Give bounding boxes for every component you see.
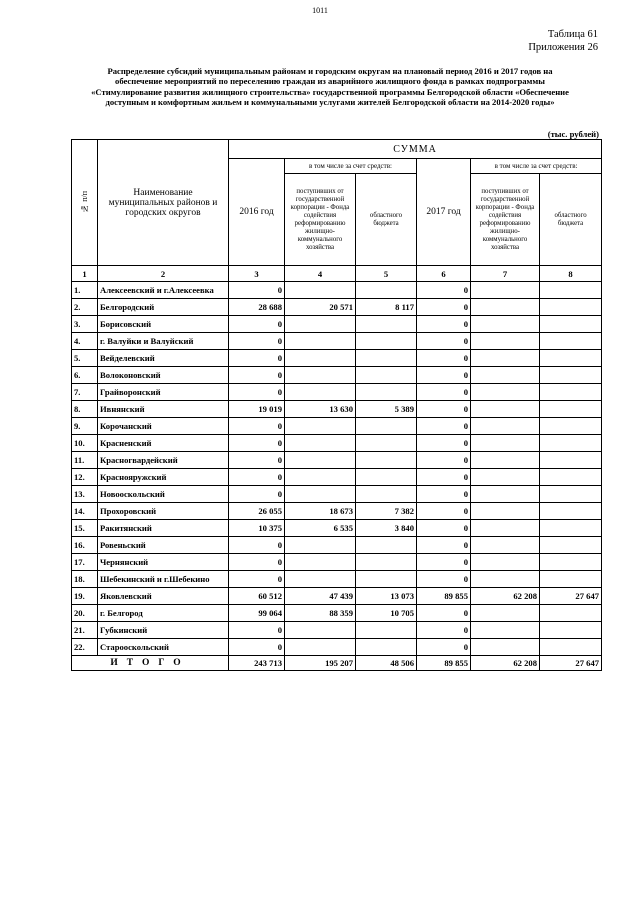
total-row [72, 656, 602, 671]
table-number: Таблица 61 [547, 29, 598, 40]
header-fund-2017: поступивших от государственной корпорации - Фонда содействия реформированию жилищно-коммунального хозяйства [471, 174, 540, 266]
table-body [72, 282, 602, 656]
row-regional-2016 [356, 418, 417, 435]
row-number: 19. [72, 588, 98, 605]
row-regional-2016 [356, 469, 417, 486]
row-name: Красногвардейский [98, 452, 229, 469]
row-fund-2016: 88 359 [285, 605, 356, 622]
row-name: Яковлевский [98, 588, 229, 605]
title-line: Распределение субсидий муниципальным районам и городским округам на плановый период 2016 и 2017 годов на [107, 66, 553, 76]
row-2017: 0 [417, 486, 471, 503]
row-name: Прохоровский [98, 503, 229, 520]
row-regional-2016 [356, 367, 417, 384]
row-regional-2017 [540, 333, 602, 350]
header-including-2017: в том числе за счет средств: [471, 159, 602, 174]
row-fund-2016 [285, 435, 356, 452]
row-fund-2017: 62 208 [471, 588, 540, 605]
row-regional-2016 [356, 622, 417, 639]
row-2017: 0 [417, 452, 471, 469]
subsidy-table [71, 139, 602, 671]
row-name: Красненский [98, 435, 229, 452]
header-name: Наименование муниципальных районов и городских округов [98, 140, 229, 266]
row-2017: 0 [417, 537, 471, 554]
row-regional-2016: 13 073 [356, 588, 417, 605]
row-name: Краснояружский [98, 469, 229, 486]
row-number: 6. [72, 367, 98, 384]
row-name: Шебекинский и г.Шебекино [98, 571, 229, 588]
row-fund-2017 [471, 401, 540, 418]
row-2016: 0 [229, 537, 285, 554]
row-regional-2017 [540, 622, 602, 639]
table-row [72, 486, 602, 503]
row-number: 10. [72, 435, 98, 452]
row-fund-2016 [285, 367, 356, 384]
row-2017: 0 [417, 622, 471, 639]
document-title [60, 66, 600, 107]
row-2016: 60 512 [229, 588, 285, 605]
row-name: Волоконовский [98, 367, 229, 384]
row-regional-2017 [540, 401, 602, 418]
row-regional-2016 [356, 316, 417, 333]
row-fund-2016 [285, 316, 356, 333]
row-regional-2016 [356, 639, 417, 656]
row-2017: 0 [417, 520, 471, 537]
row-regional-2016: 5 389 [356, 401, 417, 418]
row-2016: 0 [229, 639, 285, 656]
table-row [72, 435, 602, 452]
row-name: Борисовский [98, 316, 229, 333]
row-number: 4. [72, 333, 98, 350]
row-name: Ивнянский [98, 401, 229, 418]
row-2016: 0 [229, 435, 285, 452]
row-regional-2016: 3 840 [356, 520, 417, 537]
row-fund-2017 [471, 316, 540, 333]
row-2016: 0 [229, 571, 285, 588]
row-fund-2017 [471, 622, 540, 639]
column-number: 7 [471, 266, 540, 282]
row-number: 16. [72, 537, 98, 554]
row-regional-2017 [540, 554, 602, 571]
row-fund-2016 [285, 452, 356, 469]
header-num: № п/п [72, 140, 98, 266]
row-name: Чернянский [98, 554, 229, 571]
row-fund-2017 [471, 537, 540, 554]
row-2017: 0 [417, 316, 471, 333]
row-regional-2017 [540, 316, 602, 333]
row-2017: 0 [417, 299, 471, 316]
title-line: доступным и комфортным жильем и коммунальными услугами жителей Белгородской области на 2014-2020 годы» [105, 96, 555, 107]
row-2017: 0 [417, 435, 471, 452]
row-2016: 0 [229, 350, 285, 367]
row-number: 5. [72, 350, 98, 367]
table-row [72, 282, 602, 299]
row-fund-2016 [285, 469, 356, 486]
row-name: г. Белгород [98, 605, 229, 622]
title-line: обеспечение мероприятий по переселению граждан из аварийного жилищного фонда в рамках подпрограммы [115, 76, 545, 87]
row-fund-2016 [285, 418, 356, 435]
row-regional-2016: 7 382 [356, 503, 417, 520]
row-number: 22. [72, 639, 98, 656]
row-2016: 0 [229, 418, 285, 435]
column-numbers-row [72, 266, 602, 282]
table-row [72, 554, 602, 571]
table-row [72, 639, 602, 656]
row-2016: 19 019 [229, 401, 285, 418]
table-row [72, 537, 602, 554]
row-name: Ракитянский [98, 520, 229, 537]
row-2016: 0 [229, 316, 285, 333]
row-fund-2017 [471, 503, 540, 520]
row-2016: 0 [229, 452, 285, 469]
row-fund-2016: 13 630 [285, 401, 356, 418]
column-number: 8 [540, 266, 602, 282]
header-sum: СУММА [229, 140, 602, 159]
table-row [72, 452, 602, 469]
row-number: 21. [72, 622, 98, 639]
row-fund-2016 [285, 537, 356, 554]
row-number: 15. [72, 520, 98, 537]
row-number: 20. [72, 605, 98, 622]
column-number: 4 [285, 266, 356, 282]
row-name: Ровеньский [98, 537, 229, 554]
header-2017: 2017 год [417, 159, 471, 266]
total-2017: 89 855 [417, 656, 471, 671]
table-row [72, 367, 602, 384]
row-name: Старооскольский [98, 639, 229, 656]
row-2017: 0 [417, 605, 471, 622]
row-regional-2017 [540, 418, 602, 435]
total-regional-2016: 48 506 [356, 656, 417, 671]
row-regional-2016 [356, 537, 417, 554]
row-2016: 28 688 [229, 299, 285, 316]
row-regional-2017 [540, 435, 602, 452]
row-fund-2017 [471, 452, 540, 469]
row-2017: 0 [417, 350, 471, 367]
row-2016: 26 055 [229, 503, 285, 520]
row-fund-2017 [471, 333, 540, 350]
row-fund-2016: 47 439 [285, 588, 356, 605]
row-number: 8. [72, 401, 98, 418]
row-number: 9. [72, 418, 98, 435]
total-fund-2016: 195 207 [285, 656, 356, 671]
row-number: 3. [72, 316, 98, 333]
row-name: г. Валуйки и Валуйский [98, 333, 229, 350]
row-fund-2016: 6 535 [285, 520, 356, 537]
row-fund-2016 [285, 486, 356, 503]
table-row [72, 605, 602, 622]
table-row [72, 299, 602, 316]
row-name: Новооскольский [98, 486, 229, 503]
row-fund-2016 [285, 639, 356, 656]
row-fund-2017 [471, 469, 540, 486]
row-fund-2016 [285, 622, 356, 639]
row-regional-2016 [356, 333, 417, 350]
table-row [72, 469, 602, 486]
row-2016: 0 [229, 486, 285, 503]
row-fund-2016 [285, 554, 356, 571]
row-regional-2016 [356, 554, 417, 571]
row-name: Корочанский [98, 418, 229, 435]
row-2017: 0 [417, 503, 471, 520]
row-fund-2017 [471, 571, 540, 588]
row-regional-2017 [540, 520, 602, 537]
row-2017: 0 [417, 367, 471, 384]
row-fund-2017 [471, 350, 540, 367]
units-label: (тыс. рублей) [547, 129, 599, 139]
row-regional-2017 [540, 452, 602, 469]
row-number: 12. [72, 469, 98, 486]
total-2016: 243 713 [229, 656, 285, 671]
row-regional-2016: 8 117 [356, 299, 417, 316]
row-regional-2016 [356, 384, 417, 401]
row-regional-2016 [356, 571, 417, 588]
row-2017: 0 [417, 401, 471, 418]
row-fund-2016 [285, 333, 356, 350]
row-2016: 0 [229, 469, 285, 486]
row-fund-2016: 18 673 [285, 503, 356, 520]
row-2017: 0 [417, 282, 471, 299]
row-number: 1. [72, 282, 98, 299]
row-regional-2016 [356, 452, 417, 469]
header-2016: 2016 год [229, 159, 285, 266]
row-2016: 0 [229, 554, 285, 571]
row-regional-2016 [356, 486, 417, 503]
table-row [72, 503, 602, 520]
row-2016: 0 [229, 384, 285, 401]
row-regional-2017 [540, 299, 602, 316]
row-fund-2016 [285, 282, 356, 299]
row-regional-2017 [540, 282, 602, 299]
column-number: 3 [229, 266, 285, 282]
column-number: 1 [72, 266, 98, 282]
row-fund-2017 [471, 418, 540, 435]
row-fund-2016 [285, 350, 356, 367]
table-row [72, 350, 602, 367]
row-number: 14. [72, 503, 98, 520]
table-row [72, 418, 602, 435]
row-fund-2016 [285, 384, 356, 401]
column-number: 2 [98, 266, 229, 282]
row-2016: 0 [229, 367, 285, 384]
row-fund-2017 [471, 554, 540, 571]
table-row [72, 622, 602, 639]
table-caption [528, 28, 598, 54]
row-name: Грайворонский [98, 384, 229, 401]
row-regional-2017 [540, 469, 602, 486]
table-row [72, 571, 602, 588]
row-2017: 0 [417, 554, 471, 571]
header-fund-2016: поступивших от государственной корпорации - Фонда содействия реформированию жилищно-коммунального хозяйства [285, 174, 356, 266]
row-regional-2017 [540, 571, 602, 588]
row-regional-2017 [540, 384, 602, 401]
row-fund-2017 [471, 299, 540, 316]
row-fund-2017 [471, 384, 540, 401]
row-2016: 99 064 [229, 605, 285, 622]
table-row [72, 384, 602, 401]
column-number: 5 [356, 266, 417, 282]
total-fund-2017: 62 208 [471, 656, 540, 671]
table-row [72, 333, 602, 350]
row-fund-2017 [471, 639, 540, 656]
table-row [72, 520, 602, 537]
row-number: 13. [72, 486, 98, 503]
row-fund-2017 [471, 435, 540, 452]
row-regional-2017: 27 647 [540, 588, 602, 605]
row-regional-2016: 10 705 [356, 605, 417, 622]
row-fund-2017 [471, 486, 540, 503]
column-number: 6 [417, 266, 471, 282]
row-2017: 0 [417, 333, 471, 350]
row-regional-2016 [356, 282, 417, 299]
title-line: «Стимулирование развития жилищного строительства» государственной программы Белгородской области «Обеспечение [91, 86, 569, 97]
row-regional-2017 [540, 350, 602, 367]
header-regional-2017: областного бюджета [540, 174, 602, 266]
row-regional-2017 [540, 639, 602, 656]
total-regional-2017: 27 647 [540, 656, 602, 671]
row-2017: 0 [417, 384, 471, 401]
row-2016: 0 [229, 333, 285, 350]
row-2016: 10 375 [229, 520, 285, 537]
table-row [72, 401, 602, 418]
table-row [72, 588, 602, 605]
row-regional-2017 [540, 486, 602, 503]
row-number: 7. [72, 384, 98, 401]
row-2017: 0 [417, 571, 471, 588]
row-2016: 0 [229, 282, 285, 299]
row-regional-2017 [540, 367, 602, 384]
page-number: 1011 [312, 6, 328, 15]
row-regional-2017 [540, 537, 602, 554]
row-fund-2016: 20 571 [285, 299, 356, 316]
header-including-2016: в том числе за счет средств: [285, 159, 417, 174]
row-fund-2017 [471, 282, 540, 299]
table-row [72, 316, 602, 333]
row-regional-2016 [356, 435, 417, 452]
row-name: Губкинский [98, 622, 229, 639]
row-number: 18. [72, 571, 98, 588]
row-2016: 0 [229, 622, 285, 639]
row-number: 11. [72, 452, 98, 469]
row-2017: 0 [417, 418, 471, 435]
row-number: 2. [72, 299, 98, 316]
row-regional-2016 [356, 350, 417, 367]
row-fund-2017 [471, 605, 540, 622]
row-fund-2016 [285, 571, 356, 588]
row-2017: 0 [417, 469, 471, 486]
row-name: Белгородский [98, 299, 229, 316]
row-name: Алексеевский и г.Алексеевка [98, 282, 229, 299]
row-fund-2017 [471, 367, 540, 384]
row-regional-2017 [540, 605, 602, 622]
row-number: 17. [72, 554, 98, 571]
header-regional-2016: областного бюджета [356, 174, 417, 266]
appendix-number: Приложения 26 [528, 42, 598, 53]
row-2017: 0 [417, 639, 471, 656]
row-fund-2017 [471, 520, 540, 537]
row-regional-2017 [540, 503, 602, 520]
row-name: Вейделевский [98, 350, 229, 367]
total-label: ИТОГО [72, 656, 229, 671]
row-2017: 89 855 [417, 588, 471, 605]
